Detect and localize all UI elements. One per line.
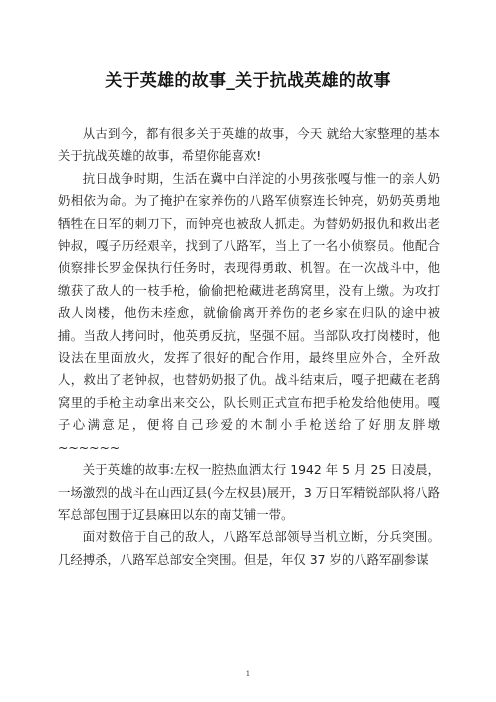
paragraph: 关于英雄的故事:左权一腔热血洒太行 1942 年 5 月 25 日凌晨，一场激烈的战斗在山西辽县(今左权县)展开，3 万日军精锐部队将八路军总部包围于辽县麻田以东的南艾铺一带。 xyxy=(58,462,440,522)
page-number: 1 xyxy=(245,670,251,678)
document-body xyxy=(58,123,440,571)
document-title: 关于英雄的故事_关于抗战英雄的故事 xyxy=(105,71,391,91)
paragraph: 抗日战争时期，生活在冀中白洋淀的小男孩张嘎与惟一的亲人奶奶相依为命。为了掩护在家养伤的八路军侦察连长钟亮，奶奶英勇地牺牲在日军的刺刀下，而钟亮也被敌人抓走。为替奶奶报仇和救出老钟叔，嘎子历经艰辛，找到了八路军，当上了一名小侦察员。他配合侦察排长罗金保执行任务时，表现得勇敢、机智。在一次战斗中，他缴获了敌人的一枝手枪，偷偷把枪藏进老鸹窝里，没有上缴。为攻打敌人岗楼，他伤未痊愈，就偷偷离开养伤的老乡家在归队的途中被捕。当敌人拷问时，他英勇反抗，坚强不屈。当部队攻打岗楼时，他设法在里面放火，发挥了很好的配合作用，最终里应外合，全歼敌人，救出了老钟叔，也替奶奶报了仇。战斗结束后，嘎子把藏在老鸹窝里的手枪主动拿出来交公，队长则正式宣布把手枪发给他使用。嘎子心满意足，便将自己珍爱的木制小手枪送给了好朋友胖墩~~~~~~ xyxy=(58,170,440,455)
paragraph: 面对数倍于自己的敌人，八路军总部领导当机立断，分兵突围。几经搏杀，八路军总部安全突围。但是，年仅 37 岁的八路军副参谋 xyxy=(58,529,440,567)
paragraph: 从古到今，都有很多关于英雄的故事，今天 就给大家整理的基本关于抗战英雄的故事，希望你能喜欢! xyxy=(58,126,440,164)
